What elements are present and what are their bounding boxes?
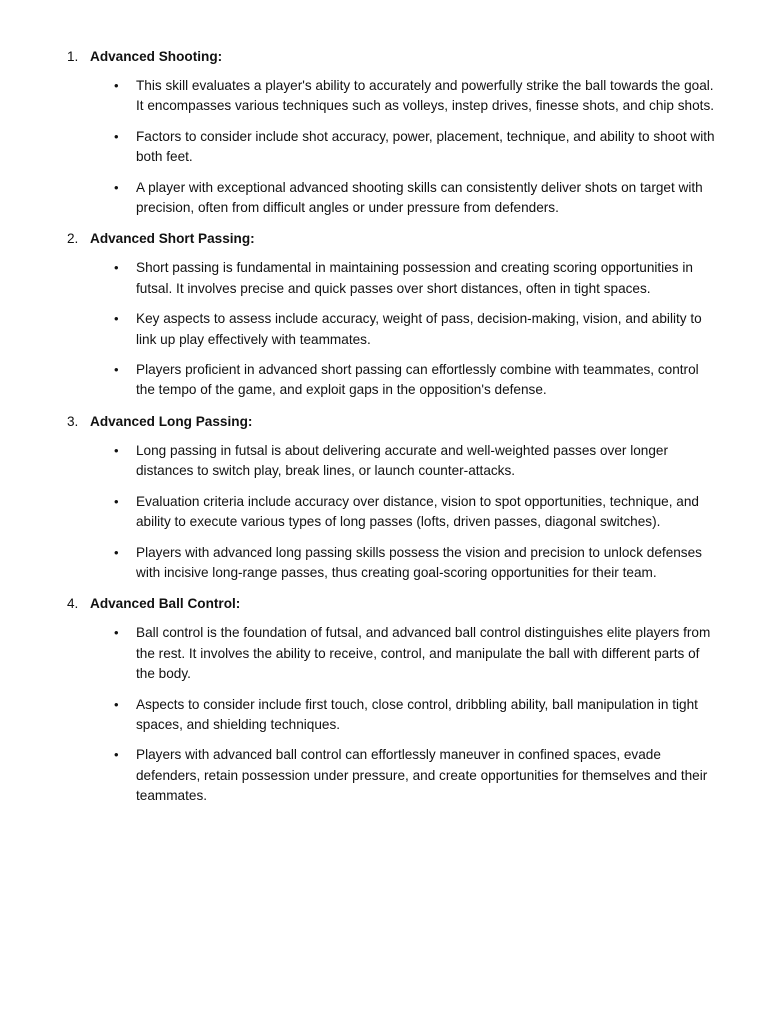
list-item bbox=[0, 258, 768, 299]
bullet-text: Factors to consider include shot accuracy, power, placement, technique, and ability to shoot with both feet. bbox=[136, 128, 715, 165]
bullet-text: Players with advanced ball control can effortlessly maneuver in confined spaces, evade defenders, retain possession under pressure, and create opportunities for themselves and their teammates. bbox=[136, 747, 708, 804]
section-number: 4. bbox=[67, 596, 79, 612]
section-title: Advanced Ball Control: bbox=[90, 596, 241, 612]
list-item bbox=[0, 76, 768, 117]
bullet-text: Key aspects to assess include accuracy, weight of pass, decision-making, vision, and ability to link up play effectively with teammates. bbox=[136, 311, 702, 347]
section-number: 2. bbox=[67, 231, 79, 247]
list-section-advanced-short-passing bbox=[0, 228, 768, 400]
list-item bbox=[0, 492, 768, 533]
list-section-advanced-ball-control bbox=[0, 593, 768, 806]
bullet-text: Evaluation criteria include accuracy over distance, vision to spot opportunities, technique, and ability to execute various types of long passes (lofts, driven passes, diagonal switches). bbox=[136, 493, 699, 530]
section-title: Advanced Shooting: bbox=[90, 49, 223, 64]
bullet-icon: • bbox=[114, 179, 119, 195]
bullet-list bbox=[0, 258, 768, 400]
section-number: 3. bbox=[67, 413, 79, 429]
bullet-icon: • bbox=[114, 260, 119, 276]
numbered-list bbox=[0, 46, 768, 807]
bullet-text: A player with exceptional advanced shooting skills can consistently deliver shots on target with precision, often from difficult angles or under pressure from defenders. bbox=[136, 179, 703, 216]
section-number: 1. bbox=[67, 49, 79, 64]
list-item bbox=[0, 745, 768, 806]
section-title: Advanced Long Passing: bbox=[90, 413, 253, 429]
bullet-text: Aspects to consider include first touch, close control, dribbling ability, ball manipulation in tight spaces, and shielding techniques. bbox=[136, 696, 698, 732]
bullet-text: Long passing in futsal is about delivering accurate and well-weighted passes over longer distances to switch play, break lines, or launch counter-attacks. bbox=[136, 442, 668, 479]
bullet-list bbox=[0, 623, 768, 806]
bullet-icon: • bbox=[114, 625, 119, 641]
bullet-text: Short passing is fundamental in maintaining possession and creating scoring opportunities in futsal. It involves precise and quick passes over short distances, often in tight spaces. bbox=[136, 260, 693, 296]
list-item bbox=[0, 543, 768, 584]
section-heading-row bbox=[0, 46, 768, 67]
bullet-icon: • bbox=[114, 311, 119, 327]
bullet-list bbox=[0, 76, 768, 218]
bullet-text: This skill evaluates a player's ability to accurately and powerfully strike the ball towards the goal. It encompasses various techniques such as volleys, instep drives, finesse shots, and chip shots. bbox=[136, 78, 715, 114]
list-item bbox=[0, 309, 768, 350]
bullet-icon: • bbox=[114, 362, 119, 378]
bullet-icon: • bbox=[114, 78, 119, 93]
list-section-advanced-shooting bbox=[0, 46, 768, 218]
bullet-text: Players proficient in advanced short passing can effortlessly combine with teammates, control the tempo of the game, and exploit gaps in the opposition's defense. bbox=[136, 362, 699, 398]
bullet-text: Players with advanced long passing skills possess the vision and precision to unlock defenses with incisive long-range passes, thus creating goal-scoring opportunities for their team. bbox=[136, 544, 702, 580]
bullet-text: Ball control is the foundation of futsal, and advanced ball control distinguishes elite players from the rest. It involves the ability to receive, control, and manipulate the ball with different parts of the body. bbox=[136, 625, 711, 682]
section-heading-row bbox=[0, 411, 768, 432]
list-item bbox=[0, 623, 768, 684]
bullet-icon: • bbox=[114, 696, 119, 712]
section-heading-row bbox=[0, 228, 768, 249]
section-title: Advanced Short Passing: bbox=[90, 231, 255, 247]
bullet-icon: • bbox=[114, 442, 119, 458]
bullet-icon: • bbox=[114, 544, 119, 560]
list-section-advanced-long-passing bbox=[0, 411, 768, 583]
bullet-icon: • bbox=[114, 747, 119, 763]
section-heading-row bbox=[0, 593, 768, 614]
list-item bbox=[0, 127, 768, 168]
bullet-icon: • bbox=[114, 128, 119, 144]
list-item bbox=[0, 441, 768, 482]
bullet-icon: • bbox=[114, 493, 119, 509]
bullet-list bbox=[0, 441, 768, 583]
list-item bbox=[0, 178, 768, 219]
list-item bbox=[0, 695, 768, 736]
list-item bbox=[0, 360, 768, 401]
